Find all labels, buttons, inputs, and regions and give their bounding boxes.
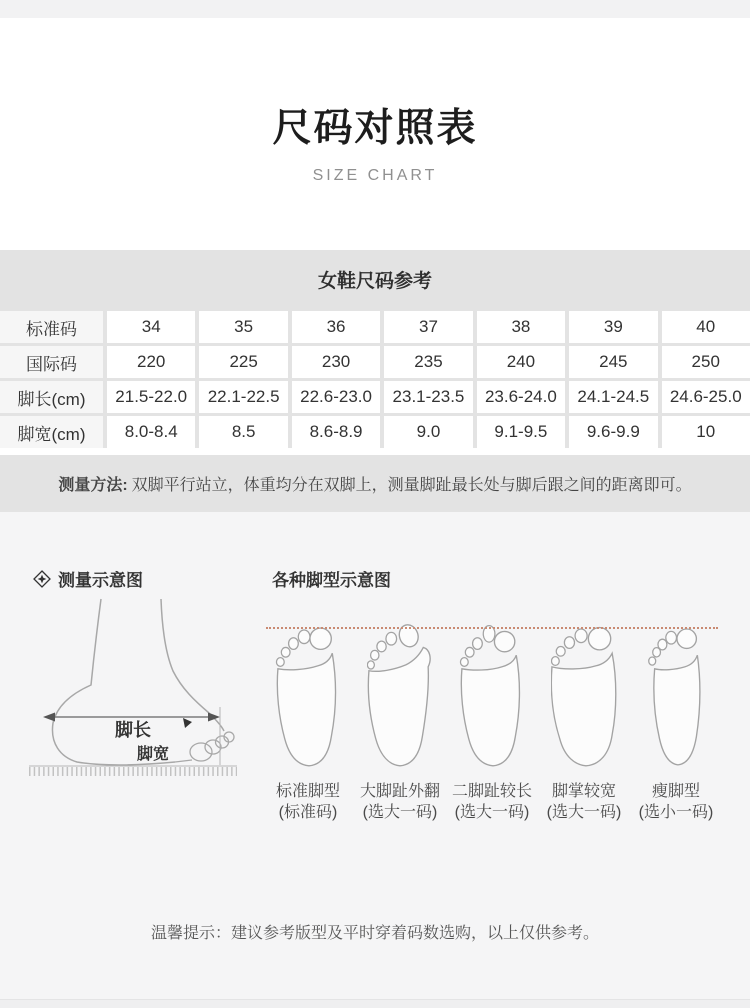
foot-length-label: 脚长: [115, 720, 151, 740]
measure-method-label: 测量方法:: [58, 477, 128, 494]
table-row: [0, 311, 750, 343]
foot-types-title-text: 各种脚型示意图: [272, 571, 391, 590]
bottom-strip: [0, 999, 750, 1008]
foot-type-name: 瘦脚型: [651, 783, 700, 800]
table-cell: 220: [107, 346, 195, 378]
row-header: 标准码: [0, 311, 103, 343]
diagram-section: [0, 512, 750, 1008]
table-cell: 36: [292, 311, 380, 343]
foot-type-name: 二脚趾较长: [451, 783, 532, 800]
top-strip: [0, 0, 750, 18]
table-cell: 23.1-23.5: [384, 381, 472, 413]
table-cell: 8.0-8.4: [107, 416, 195, 448]
table-cell: 9.6-9.9: [569, 416, 657, 448]
table-cell: 245: [569, 346, 657, 378]
table-cell: 38: [477, 311, 565, 343]
foot-type-standard: [262, 622, 354, 823]
toe-alignment-dotted-line: [266, 627, 718, 629]
page-title: 尺码对照表: [272, 107, 478, 150]
table-cell: 40: [662, 311, 750, 343]
foot-type-advice: (选小一码): [638, 804, 714, 821]
table-cell: 240: [477, 346, 565, 378]
table-cell: 9.0: [384, 416, 472, 448]
measure-diagram-title-text: 测量示意图: [58, 571, 143, 590]
foot-type-long-second-toe: [446, 622, 538, 823]
table-cell: 23.6-24.0: [477, 381, 565, 413]
table-cell: 9.1-9.5: [477, 416, 565, 448]
standard-foot-icon: [275, 622, 341, 768]
table-cell: 39: [569, 311, 657, 343]
table-row: [0, 416, 750, 448]
title-section: [0, 18, 750, 250]
row-header: 脚长(cm): [0, 381, 103, 413]
width-pointer-arrow: [183, 718, 192, 728]
foot-type-advice: (选大一码): [546, 804, 622, 821]
wide-foot-icon: [551, 622, 617, 768]
valgus-foot-icon: [367, 622, 433, 768]
long-second-toe-foot-icon: [459, 622, 525, 768]
table-cell: 34: [107, 311, 195, 343]
table-cell: 8.6-8.9: [292, 416, 380, 448]
table-cell: 35: [199, 311, 287, 343]
page-subtitle: SIZE CHART: [312, 166, 438, 184]
foot-types-title: [272, 566, 391, 591]
size-table: [0, 250, 750, 448]
foot-type-advice: (标准码): [278, 804, 338, 821]
table-cell: 225: [199, 346, 287, 378]
table-row: [0, 346, 750, 378]
row-header: 脚宽(cm): [0, 416, 103, 448]
table-cell: 22.1-22.5: [199, 381, 287, 413]
measure-diagram-title: [33, 566, 143, 591]
table-row: [0, 381, 750, 413]
table-cell: 21.5-22.0: [107, 381, 195, 413]
diamond-star-icon: [33, 570, 51, 588]
table-cell: 235: [384, 346, 472, 378]
foot-type-advice: (选大一码): [362, 804, 438, 821]
slim-foot-icon: [643, 622, 709, 768]
foot-type-name: 标准脚型: [275, 783, 340, 800]
table-cell: 230: [292, 346, 380, 378]
table-cell: 10: [662, 416, 750, 448]
table-cell: 8.5: [199, 416, 287, 448]
foot-type-slim: [630, 622, 722, 823]
foot-width-label: 脚宽: [136, 746, 170, 763]
feet-row: [262, 622, 722, 823]
row-header: 国际码: [0, 346, 103, 378]
foot-types-area: [262, 622, 722, 823]
table-cell: 250: [662, 346, 750, 378]
foot-type-name: 大脚趾外翻: [359, 783, 440, 800]
foot-type-advice: (选大一码): [454, 804, 530, 821]
foot-type-name: 脚掌较宽: [551, 783, 616, 800]
foot-measure-diagram: [15, 597, 250, 787]
foot-type-valgus: [354, 622, 446, 823]
table-cell: 37: [384, 311, 472, 343]
warm-tip-text: 温馨提示：建议参考版型及平时穿着码数选购，以上仅供参考。: [150, 925, 599, 942]
table-cell: 22.6-23.0: [292, 381, 380, 413]
table-caption: 女鞋尺码参考: [0, 250, 750, 308]
foot-type-wide: [538, 622, 630, 823]
measure-method-bar: [0, 455, 750, 512]
table-cell: 24.6-25.0: [662, 381, 750, 413]
table-cell: 24.1-24.5: [569, 381, 657, 413]
measure-method-text: 双脚平行站立，体重均分在双脚上，测量脚趾最长处与脚后跟之间的距离即可。: [131, 477, 692, 494]
